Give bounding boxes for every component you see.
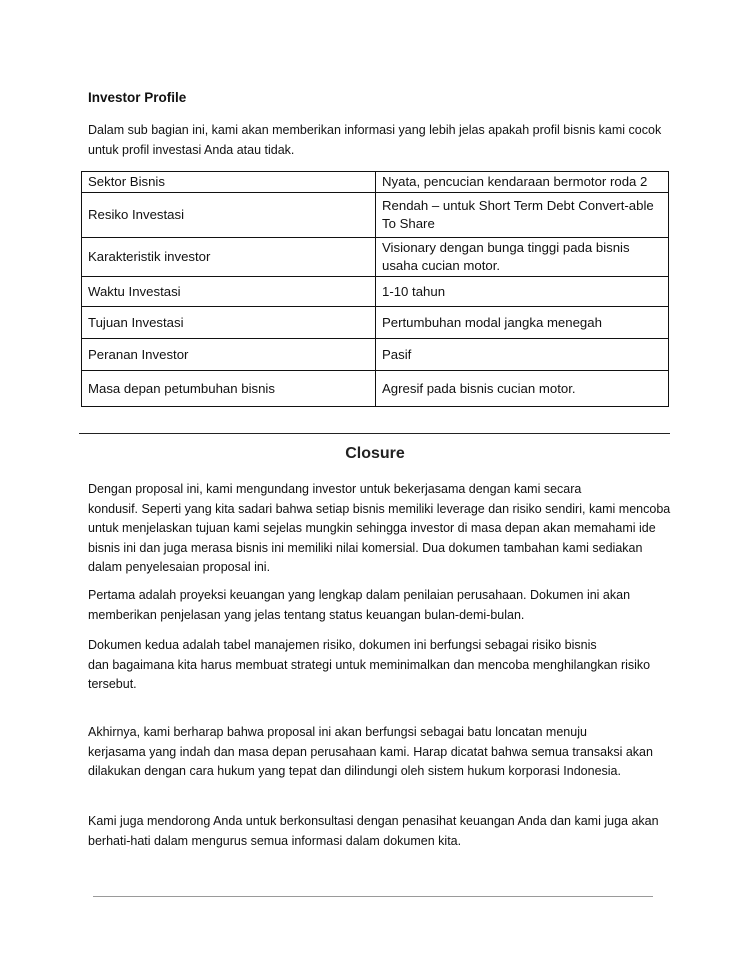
table-cell-value: 1-10 tahun	[376, 277, 669, 307]
investor-profile-intro: Dalam sub bagian ini, kami akan memberikan informasi yang lebih jelas apakah profil bisnis kami cocok untuk profil investasi Anda atau tidak.	[88, 123, 662, 157]
paragraph-line: bisnis ini dan juga merasa bisnis ini memiliki nilai komersial. Dua dokumen tambahan kami sediakan	[88, 540, 643, 555]
paragraph-line: dalam penyelesaian proposal ini.	[88, 560, 271, 574]
closure-paragraph-1	[88, 480, 670, 578]
paragraph-line: berhati-hati dalam mengurus semua informasi dalam dokumen kita.	[88, 833, 462, 848]
closure-paragraph-4	[88, 723, 653, 782]
table-cell-label: Peranan Investor	[82, 339, 376, 371]
table-cell-label: Karakteristik investor	[82, 238, 376, 277]
table-cell-label: Sektor Bisnis	[82, 172, 376, 193]
table-cell-value: Visionary dengan bunga tinggi pada bisnis usaha cucian motor.	[376, 238, 669, 277]
table-cell-value: Nyata, pencucian kendaraan bermotor roda 2	[376, 172, 669, 193]
paragraph-line: memberikan penjelasan yang jelas tentang status keuangan bulan-demi-bulan.	[88, 607, 525, 622]
table-row	[82, 193, 669, 238]
paragraph-line: kondusif. Seperti yang kita sadari bahwa setiap bisnis memiliki leverage dan risiko sendiri, kami mencoba	[88, 501, 671, 516]
paragraph-line: Akhirnya, kami berharap bahwa proposal ini akan berfungsi sebagai batu loncatan menuju	[88, 725, 587, 739]
table-cell-value: Agresif pada bisnis cucian motor.	[376, 371, 669, 407]
paragraph-line: tersebut.	[88, 677, 137, 691]
paragraph-line: dilakukan dengan cara hukum yang tepat dan dilindungi oleh sistem hukum korporasi Indonesia.	[88, 764, 621, 778]
closure-paragraph-2	[88, 586, 630, 625]
closure-title: Closure	[345, 445, 405, 462]
investor-profile-table	[81, 171, 669, 407]
table-row	[82, 172, 669, 193]
investor-profile-heading: Investor Profile	[88, 90, 187, 105]
table-row	[82, 238, 669, 277]
table-row	[82, 339, 669, 371]
table-row	[82, 371, 669, 407]
paragraph-line: kerjasama yang indah dan masa depan perusahaan kami. Harap dicatat bahwa semua transaksi akan	[88, 744, 653, 759]
section-divider	[79, 433, 670, 434]
table-row	[82, 277, 669, 307]
table-cell-value: Rendah – untuk Short Term Debt Convert-able To Share	[376, 193, 669, 238]
table-cell-label: Tujuan Investasi	[82, 307, 376, 339]
paragraph-line: dan bagaimana kita harus membuat strategi untuk meminimalkan dan mencoba menghilangkan risiko	[88, 657, 651, 672]
table-row	[82, 307, 669, 339]
paragraph-line: untuk menjelaskan tujuan kami sejelas mungkin sehingga investor di masa depan akan memahami ide	[88, 521, 656, 535]
closure-paragraph-3	[88, 636, 650, 695]
footer-divider	[93, 896, 653, 897]
table-cell-value: Pasif	[376, 339, 669, 371]
paragraph-line: Dokumen kedua adalah tabel manajemen risiko, dokumen ini berfungsi sebagai risiko bisnis	[88, 638, 597, 652]
paragraph-line: Pertama adalah proyeksi keuangan yang lengkap dalam penilaian perusahaan. Dokumen ini akan	[88, 588, 631, 602]
paragraph-line: Dengan proposal ini, kami mengundang investor untuk bekerjasama dengan kami secara	[88, 482, 582, 496]
table-cell-value: Pertumbuhan modal jangka menegah	[376, 307, 669, 339]
paragraph-line: Kami juga mendorong Anda untuk berkonsultasi dengan penasihat keuangan Anda dan kami juga akan	[88, 814, 659, 828]
table-cell-label: Masa depan petumbuhan bisnis	[82, 371, 376, 407]
table-cell-label: Resiko Investasi	[82, 193, 376, 238]
closure-paragraph-5	[88, 812, 659, 851]
table-cell-label: Waktu Investasi	[82, 277, 376, 307]
